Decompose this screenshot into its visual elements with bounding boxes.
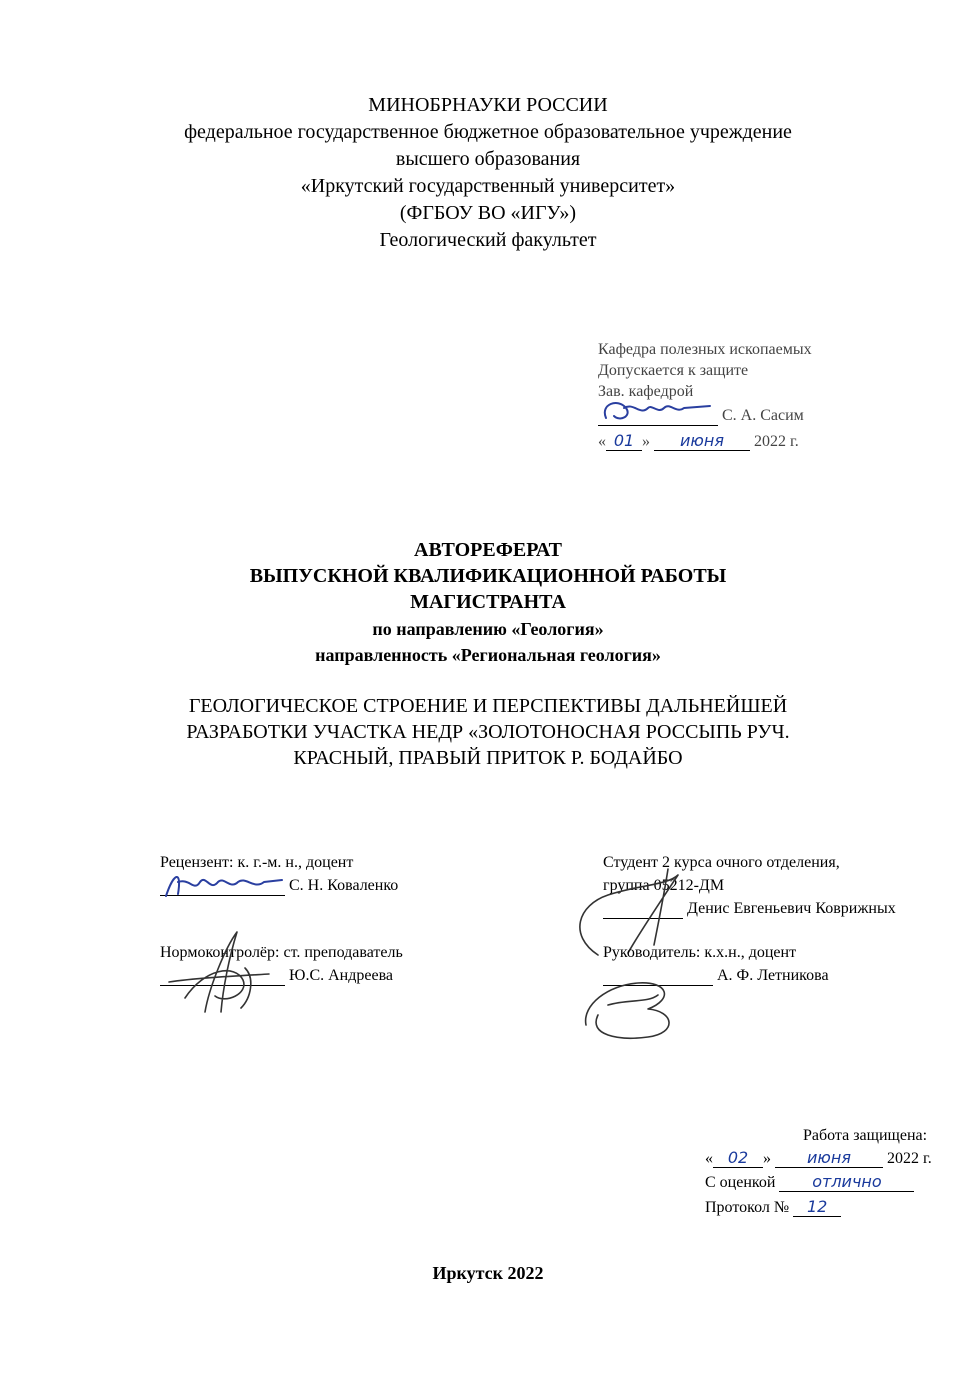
head-label: Зав. кафедрой xyxy=(598,383,694,400)
defense-day: 02 xyxy=(713,1148,763,1168)
admitted-label: Допускается к защите xyxy=(598,362,749,379)
city-year: Иркутск 2022 xyxy=(432,1263,544,1283)
defense-year: 2022 г. xyxy=(887,1150,932,1167)
approval-year: 2022 г. xyxy=(754,433,799,450)
faculty-line: Геологический факультет xyxy=(379,229,597,251)
reviewer-label: Рецензент: к. г.-м. н., доцент xyxy=(160,854,354,871)
institution-type-line: федеральное государственное бюджетное образовательное учреждение xyxy=(184,121,792,143)
topic-line-2: РАЗРАБОТКИ УЧАСТКА НЕДР «ЗОЛОТОНОСНАЯ РОССЫПЬ РУЧ. xyxy=(186,721,790,743)
head-signature-icon xyxy=(598,396,718,426)
normcontrol-label: Нормоконтролёр: ст. преподаватель xyxy=(160,944,403,961)
approval-day: 01 xyxy=(606,431,642,451)
topic-line-3: КРАСНЫЙ, ПРАВЫЙ ПРИТОК Р. БОДАЙБО xyxy=(293,747,683,769)
grade-label: С оценкой xyxy=(705,1174,776,1191)
title-specialization: направленность «Региональная геология» xyxy=(315,645,661,665)
defense-label: Работа защищена: xyxy=(803,1127,928,1144)
student-label: Студент 2 курса очного отделения, xyxy=(603,854,840,871)
university-name-line: «Иркутский государственный университет» xyxy=(300,175,676,197)
approval-date: « 01 » июня 2022 г. xyxy=(598,431,799,450)
student-group: группа 05212-ДМ xyxy=(603,877,725,894)
approval-month: июня xyxy=(654,431,750,451)
defense-date: « 02 » июня 2022 г. xyxy=(705,1148,932,1167)
title-direction: по направлению «Геология» xyxy=(372,619,604,639)
protocol-line xyxy=(705,1197,841,1217)
head-name: С. А. Сасим xyxy=(722,407,804,424)
protocol-label: Протокол № xyxy=(705,1199,790,1216)
reviewer-name: С. Н. Коваленко xyxy=(289,877,399,894)
protocol-value: 12 xyxy=(793,1197,841,1217)
title-line-2: ВЫПУСКНОЙ КВАЛИФИКАЦИОННОЙ РАБОТЫ xyxy=(249,565,727,587)
grade-value: отлично xyxy=(779,1172,914,1192)
normcontrol-name: Ю.С. Андреева xyxy=(289,967,394,984)
supervisor-name: А. Ф. Летникова xyxy=(717,967,829,984)
student-name: Денис Евгеньевич Коврижных xyxy=(687,900,896,917)
topic-line-1: ГЕОЛОГИЧЕСКОЕ СТРОЕНИЕ И ПЕРСПЕКТИВЫ ДАЛЬНЕЙШЕЙ xyxy=(188,695,788,717)
defense-month: июня xyxy=(775,1148,883,1168)
supervisor-label: Руководитель: к.х.н., доцент xyxy=(603,944,797,961)
university-abbr-line: (ФГБОУ ВО «ИГУ») xyxy=(399,202,577,224)
education-level-line: высшего образования xyxy=(395,148,581,170)
ministry-line: МИНОБРНАУКИ РОССИИ xyxy=(368,94,608,116)
reviewer-signature-icon xyxy=(160,868,290,904)
grade-line xyxy=(705,1172,914,1192)
normcontrol-signature-icon xyxy=(165,928,275,1018)
department-label: Кафедра полезных ископаемых xyxy=(598,341,812,358)
title-line-3: МАГИСТРАНТА xyxy=(410,591,566,613)
supervisor-signature-icon xyxy=(578,975,698,1045)
title-line-1: АВТОРЕФЕРАТ xyxy=(414,539,562,561)
